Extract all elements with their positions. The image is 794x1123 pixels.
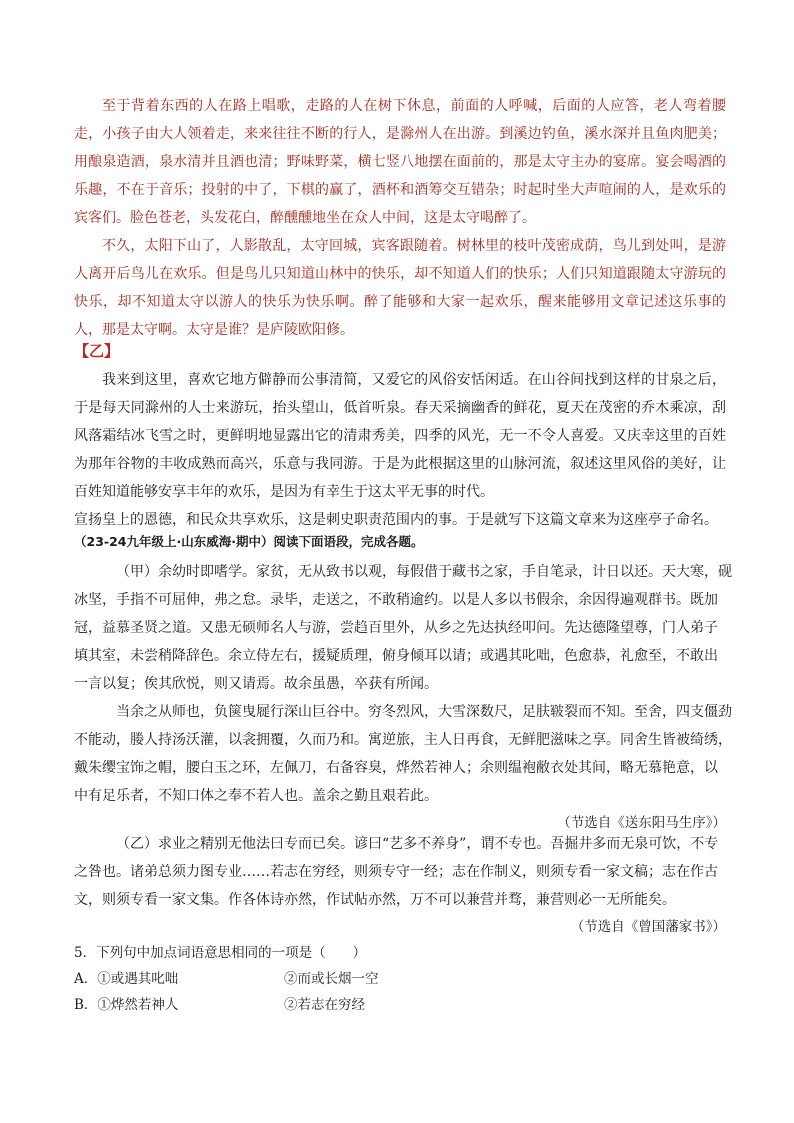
yi-label: 【乙】 — [74, 342, 120, 360]
jia-translation — [74, 92, 726, 344]
passage-yi-source: （节选自《曾国藩家书》） — [570, 919, 726, 935]
passage-jia-line: 一言以复；俟其欣悦，则又请焉。故余虽愚，卒获有所闻。 — [74, 676, 438, 692]
passage-jia — [74, 558, 732, 836]
question-heading — [74, 528, 726, 556]
option-a[interactable] — [74, 966, 726, 992]
yi-section-label — [74, 340, 726, 361]
option-b-part-1: B．①烨然若神人 — [74, 997, 179, 1013]
option-a-part-2: ②而或长烟一空 — [284, 971, 379, 987]
option-b-part-2: ②若志在穷经 — [284, 997, 365, 1013]
passage-jia-line: 不能动，媵人持汤沃灌，以衾拥覆，久而乃和。寓逆旅，主人日再食，无鲜肥滋味之享。同舍生皆被绮绣， — [74, 732, 732, 748]
question-5-stem: 5．下列句中加点词语意思相同的一项是（ ） — [74, 945, 367, 961]
question-heading-text: （23-24九年级上·山东威海·期中）阅读下面语段，完成各题。 — [74, 534, 424, 549]
passage-jia-line: 冰坚，手指不可屈伸，弗之怠。录毕，走送之，不敢稍逾约。以是人多以书假余，余因得遍观群书。既加 — [74, 592, 718, 608]
yi-translation-paragraph-1: 我来到这里，喜欢它地方僻静而公事清简，又爱它的风俗安恬闲适。在山谷间找到这样的甘泉之后，于是每天同滁州的人士来游玩，抬头望山，低首听泉。春天采摘幽香的鲜花，夏天在茂密的乔木乘凉，刮风落霜结冰飞雪之时，更鲜明地显露出它的清肃秀美，四季的风光，无一不令人喜爱。又庆幸这里的百姓为那年谷物的丰收成熟而高兴，乐意与我同游。于是为此根据这里的山脉河流，叙述这里风俗的美好，让百姓知道能够安享丰年的欢乐，是因为有幸生于这太平无事的时代。 — [74, 372, 726, 500]
jia-translation-paragraph-2: 不久，太阳下山了，人影散乱，太守回城，宾客跟随着。树林里的枝叶茂密成荫，鸟儿到处叫，是游人离开后鸟儿在欢乐。但是鸟儿只知道山林中的快乐，却不知道人们的快乐；人们只知道跟随太守游玩的快乐，却不知道太守以游人的快乐为快乐啊。醉了能够和大家一起欢乐，醒来能够用文章记述这乐事的人，那是太守啊。太守是谁？是庐陵欧阳修。 — [74, 238, 726, 338]
passage-jia-line: 当余之从师也，负箧曳屣行深山巨谷中。穷冬烈风，大雪深数尺，足肤皲裂而不知。至舍，四支僵劲 — [116, 704, 732, 720]
option-b[interactable] — [74, 992, 726, 1018]
passage-jia-line: 填其室，未尝稍降辞色。余立侍左右，援疑质理，俯身倾耳以请；或遇其叱咄，色愈恭，礼愈至，不敢出 — [74, 648, 718, 664]
passage-jia-line: 戴朱缨宝饰之帽，腰白玉之环，左佩刀，右备容臭，烨然若神人；余则缊袍敝衣处其间，略无慕艳意，以 — [74, 760, 718, 776]
passage-jia-line: 冠，益慕圣贤之道。又患无硕师名人与游，尝趋百里外，从乡之先达执经叩问。先达德隆望尊，门人弟子 — [74, 620, 718, 636]
passage-jia-line: 中有足乐者，不知口体之奉不若人也。盖余之勤且艰若此。 — [74, 788, 438, 804]
question-5 — [74, 940, 726, 1018]
passage-yi-line: 之咎也。诸弟总须力图专业……若志在穷经，则须专守一经；志在作制义，则须专看一家文稿；志在作古 — [74, 864, 718, 880]
passage-yi — [74, 830, 726, 940]
yi-translation-paragraph-2: 宣扬皇上的恩德，和民众共享欢乐，这是刺史职责范围内的事。于是就写下这篇文章来为这座亭子命名。 — [74, 512, 718, 528]
passage-jia-line: （甲）余幼时即嗜学。家贫，无从致书以观，每假借于藏书之家，手自笔录，计日以还。天大寒，砚 — [116, 564, 732, 580]
option-a-part-1: A．①或遇其叱咄 — [74, 971, 179, 987]
yi-translation — [74, 366, 726, 534]
jia-translation-paragraph-1: 至于背着东西的人在路上唱歌，走路的人在树下休息，前面的人呼喊，后面的人应答，老人弯着腰走，小孩子由大人领着走，来来往往不断的行人，是滁州人在出游。到溪边钓鱼，溪水深并且鱼肉肥美；用酿泉造酒，泉水清并且酒也清；野味野菜，横七竖八地摆在面前的，那是太守主办的宴席。宴会喝酒的乐趣，不在于音乐；投射的中了，下棋的赢了，酒杯和酒筹交互错杂；时起时坐大声喧闹的人，是欢乐的宾客们。脸色苍老，头发花白，醉醺醺地坐在众人中间，这是太守喝醉了。 — [74, 98, 726, 226]
passage-yi-line: 文，则须专看一家文集。作各体诗亦然，作试帖亦然，万不可以兼营并骛，兼营则必一无所能矣。 — [74, 892, 676, 908]
passage-jia-source: （节选自《送东阳马生序》） — [557, 815, 726, 831]
passage-yi-line: （乙）求业之精别无他法曰专而已矣。谚曰“艺多不养身”，谓不专也。吾掘井多而无泉可饮，不专 — [116, 836, 719, 852]
